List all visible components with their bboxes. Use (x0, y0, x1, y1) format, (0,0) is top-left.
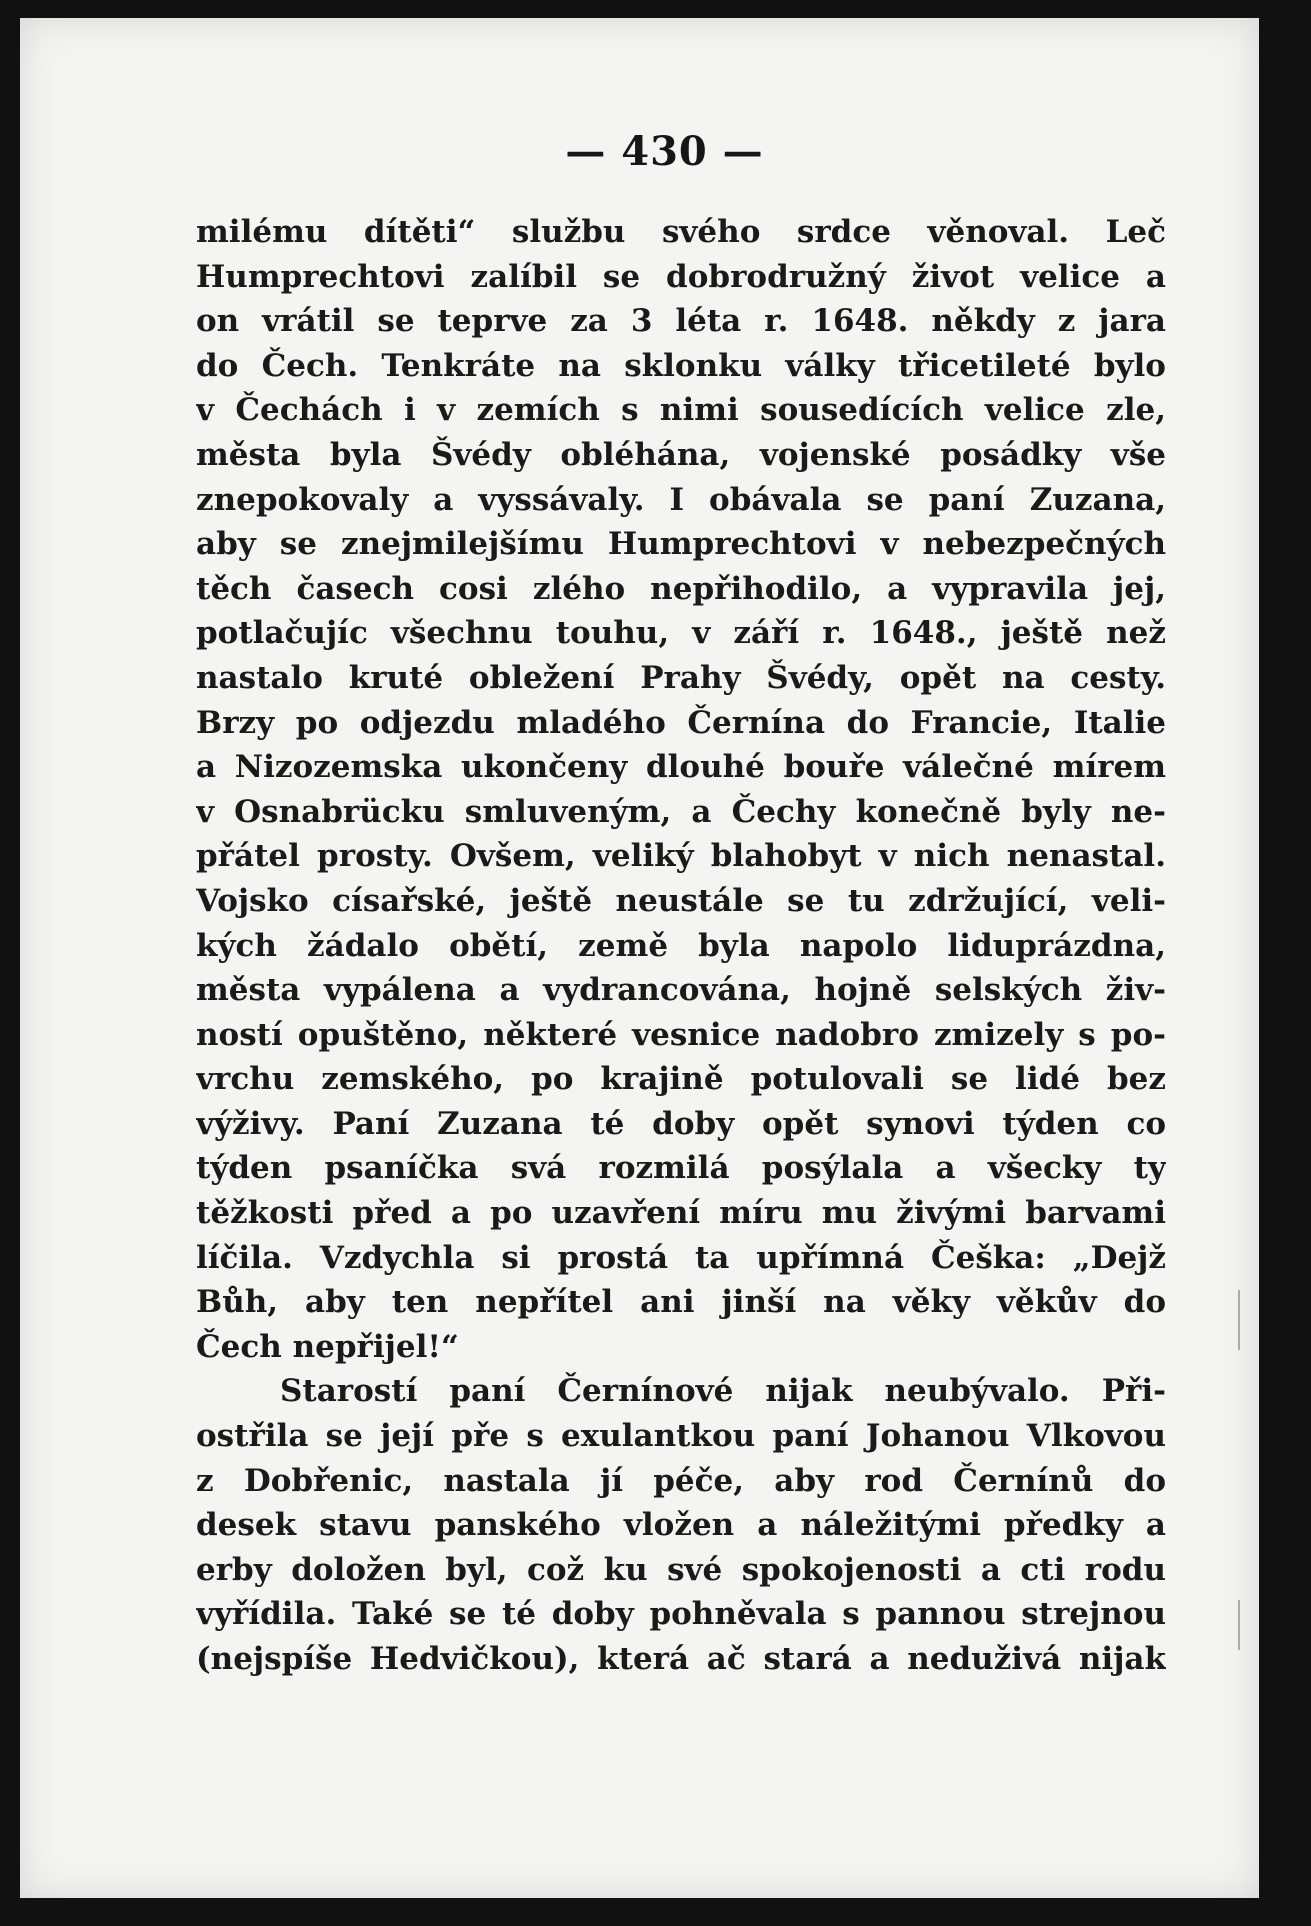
text-line: nastalo kruté obležení Prahy Švédy, opět na cesty. (196, 659, 1166, 696)
text-line: ostřila se její pře s exulantkou paní Johanou Vlkovou (196, 1418, 1166, 1455)
text-line: on vrátil se teprve za 3 léta r. 1648. někdy z jara (196, 303, 1166, 340)
text-line: v Osnabrücku smluveným, a Čechy konečně byly ne- (196, 793, 1166, 830)
text-line: Bůh, aby ten nepřítel ani jinší na věky věkův do (196, 1284, 1166, 1321)
page-number: — 430 — (565, 128, 764, 175)
text-line: (nejspíše Hedvičkou), která ač stará a neduživá nijak (196, 1641, 1166, 1677)
text-line: města byla Švédy obléhána, vojenské posádky vše (196, 436, 1166, 473)
text-line: Humprechtovi zalíbil se dobrodružný život velice a (196, 258, 1166, 295)
text-line: z Dobřenic, nastala jí péče, aby rod Černínů do (196, 1462, 1166, 1499)
text-line: týden psaníčka svá rozmilá posýlala a všecky ty (196, 1150, 1166, 1187)
text-line: aby se znejmilejšímu Humprechtovi v nebezpečných (196, 526, 1166, 563)
text-line: těch časech cosi zlého nepřihodilo, a vypravila jej, (196, 570, 1166, 607)
text-line: potlačujíc všechnu touhu, v září r. 1648., ještě než (196, 615, 1166, 652)
text-line: Starostí paní Černínové nijak neubývalo. Při- (280, 1373, 1166, 1410)
scan-mark (1238, 1290, 1240, 1350)
text-line: Brzy po odjezdu mladého Černína do Francie, Italie (196, 704, 1166, 741)
text-line: desek stavu panského vložen a náležitými předky a (196, 1507, 1166, 1544)
text-line: vrchu zemského, po krajině potulovali se lidé bez (196, 1061, 1166, 1098)
scan-mark (1238, 1600, 1240, 1650)
paragraph-2 (196, 1369, 1166, 1681)
text-line: líčila. Vzdychla si prostá ta upřímná Češka: „Dejž (196, 1239, 1166, 1276)
text-line: ností opuštěno, některé vesnice nadobro zmizely s po- (196, 1016, 1166, 1053)
text-line: a Nizozemska ukončeny dlouhé bouře válečné mírem (196, 749, 1166, 786)
text-line: milému dítěti“ službu svého srdce věnoval. Leč (196, 214, 1166, 250)
text-line: Vojsko císařské, ještě neustále se tu zdržující, veli- (196, 882, 1166, 919)
text-line: v Čechách i v zemích s nimi sousedících velice zle, (196, 392, 1166, 429)
text-line: Čech nepřijel!“ (196, 1328, 459, 1365)
text-line: přátel prosty. Ovšem, veliký blahobyt v nich nenastal. (196, 838, 1166, 875)
text-line: vyřídila. Také se té doby pohněvala s pannou strejnou (196, 1596, 1166, 1633)
paragraph-1 (196, 210, 1166, 1369)
text-line: do Čech. Tenkráte na sklonku války třicetileté bylo (196, 347, 1166, 384)
text-line: výživy. Paní Zuzana té doby opět synovi týden co (196, 1105, 1166, 1142)
text-line: erby doložen byl, což ku své spokojenosti a cti rodu (196, 1551, 1166, 1588)
text-line: těžkosti před a po uzavření míru mu živými barvami (196, 1195, 1166, 1232)
body-text (196, 210, 1166, 1682)
text-line: kých žádalo obětí, země byla napolo liduprázdna, (196, 927, 1166, 964)
text-line: města vypálena a vydrancována, hojně selských živ- (196, 972, 1166, 1009)
text-line: znepokovaly a vyssávaly. I obávala se paní Zuzana, (196, 481, 1166, 518)
